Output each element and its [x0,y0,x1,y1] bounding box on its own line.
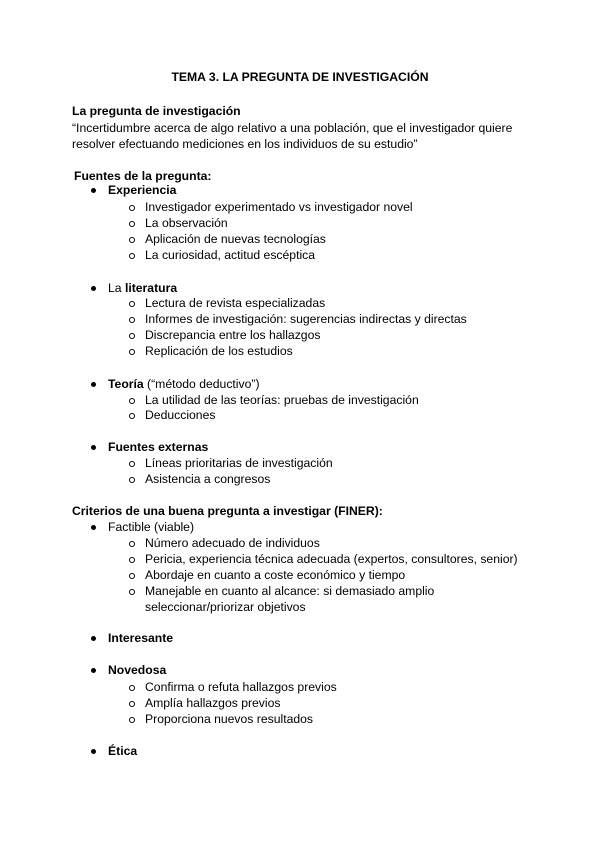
literatura-label: literatura [124,281,178,295]
bullet-icon [91,445,96,450]
literatura-label-line [108,281,177,296]
bullet-icon [91,286,96,291]
circle-bullet-icon [129,237,135,243]
sources-heading: Fuentes de la pregunta: [74,169,212,183]
intro-quote-line1: “Incertidumbre acerca de algo relativo a una población, que el investigador quiere [72,121,513,135]
circle-bullet-icon [129,398,135,404]
teoria-label-line [108,377,260,392]
bullet-icon [91,636,96,641]
circle-bullet-icon [129,317,135,323]
teoria-item: Deducciones [145,408,216,422]
bullet-icon [91,188,96,193]
circle-bullet-icon [129,573,135,579]
novedosa-label: Novedosa [108,663,167,677]
externas-item: Asistencia a congresos [145,472,271,486]
intro-quote-line2: resolver efectuando mediciones en los individuos de su estudio” [72,137,418,151]
circle-bullet-icon [129,205,135,211]
novedosa-item: Amplía hallazgos previos [145,696,281,710]
circle-bullet-icon [129,301,135,307]
factible-item: Abordaje en cuanto a coste económico y tiempo [145,568,406,582]
experiencia-item: Aplicación de nuevas tecnologías [145,232,326,246]
etica-label: Ética [108,744,138,758]
circle-bullet-icon [129,685,135,691]
circle-bullet-icon [129,701,135,707]
experiencia-label: Experiencia [108,183,177,197]
factible-item: Número adecuado de individuos [145,536,320,550]
bullet-icon [91,525,96,530]
circle-bullet-icon [129,557,135,563]
circle-bullet-icon [129,461,135,467]
novedosa-item: Confirma o refuta hallazgos previos [145,680,337,694]
factible-label: Factible (viable) [108,520,195,534]
circle-bullet-icon [129,589,135,595]
literatura-item: Lectura de revista especializadas [145,296,326,310]
literatura-item: Informes de investigación: sugerencias indirectas y directas [145,312,467,326]
teoria-label: Teoría [108,377,144,391]
bullet-icon [91,382,96,387]
bullet-icon [91,668,96,673]
circle-bullet-icon [129,349,135,355]
circle-bullet-icon [129,541,135,547]
interesante-label: Interesante [108,631,174,645]
circle-bullet-icon [129,413,135,419]
literatura-prefix: La [108,281,125,295]
factible-item: Pericia, experiencia técnica adecuada (expertos, consultores, senior) [145,552,518,566]
novedosa-item: Proporciona nuevos resultados [145,712,314,726]
literatura-item: Replicación de los estudios [145,344,293,358]
bullet-icon [91,749,96,754]
experiencia-item: Investigador experimentado vs investigador novel [145,200,413,214]
externas-item: Líneas prioritarias de investigación [145,456,333,470]
experiencia-item: La curiosidad, actitud escéptica [145,248,316,262]
externas-label: Fuentes externas [108,440,209,454]
factible-item: Manejable en cuanto al alcance: si demasiado amplio [145,584,435,598]
circle-bullet-icon [129,717,135,723]
circle-bullet-icon [129,333,135,339]
page-title: TEMA 3. LA PREGUNTA DE INVESTIGACIÓN [171,70,429,84]
factible-item-continuation: seleccionar/priorizar objetivos [145,600,306,614]
circle-bullet-icon [129,477,135,483]
teoria-item: La utilidad de las teorías: pruebas de investigación [145,393,419,407]
literatura-item: Discrepancia entre los hallazgos [145,328,321,342]
teoria-suffix: (“método deductivo”) [143,377,260,391]
circle-bullet-icon [129,253,135,259]
intro-heading: La pregunta de investigación [72,104,241,118]
experiencia-item: La observación [145,216,228,230]
circle-bullet-icon [129,221,135,227]
finer-heading: Criterios de una buena pregunta a investigar (FINER): [72,504,383,518]
